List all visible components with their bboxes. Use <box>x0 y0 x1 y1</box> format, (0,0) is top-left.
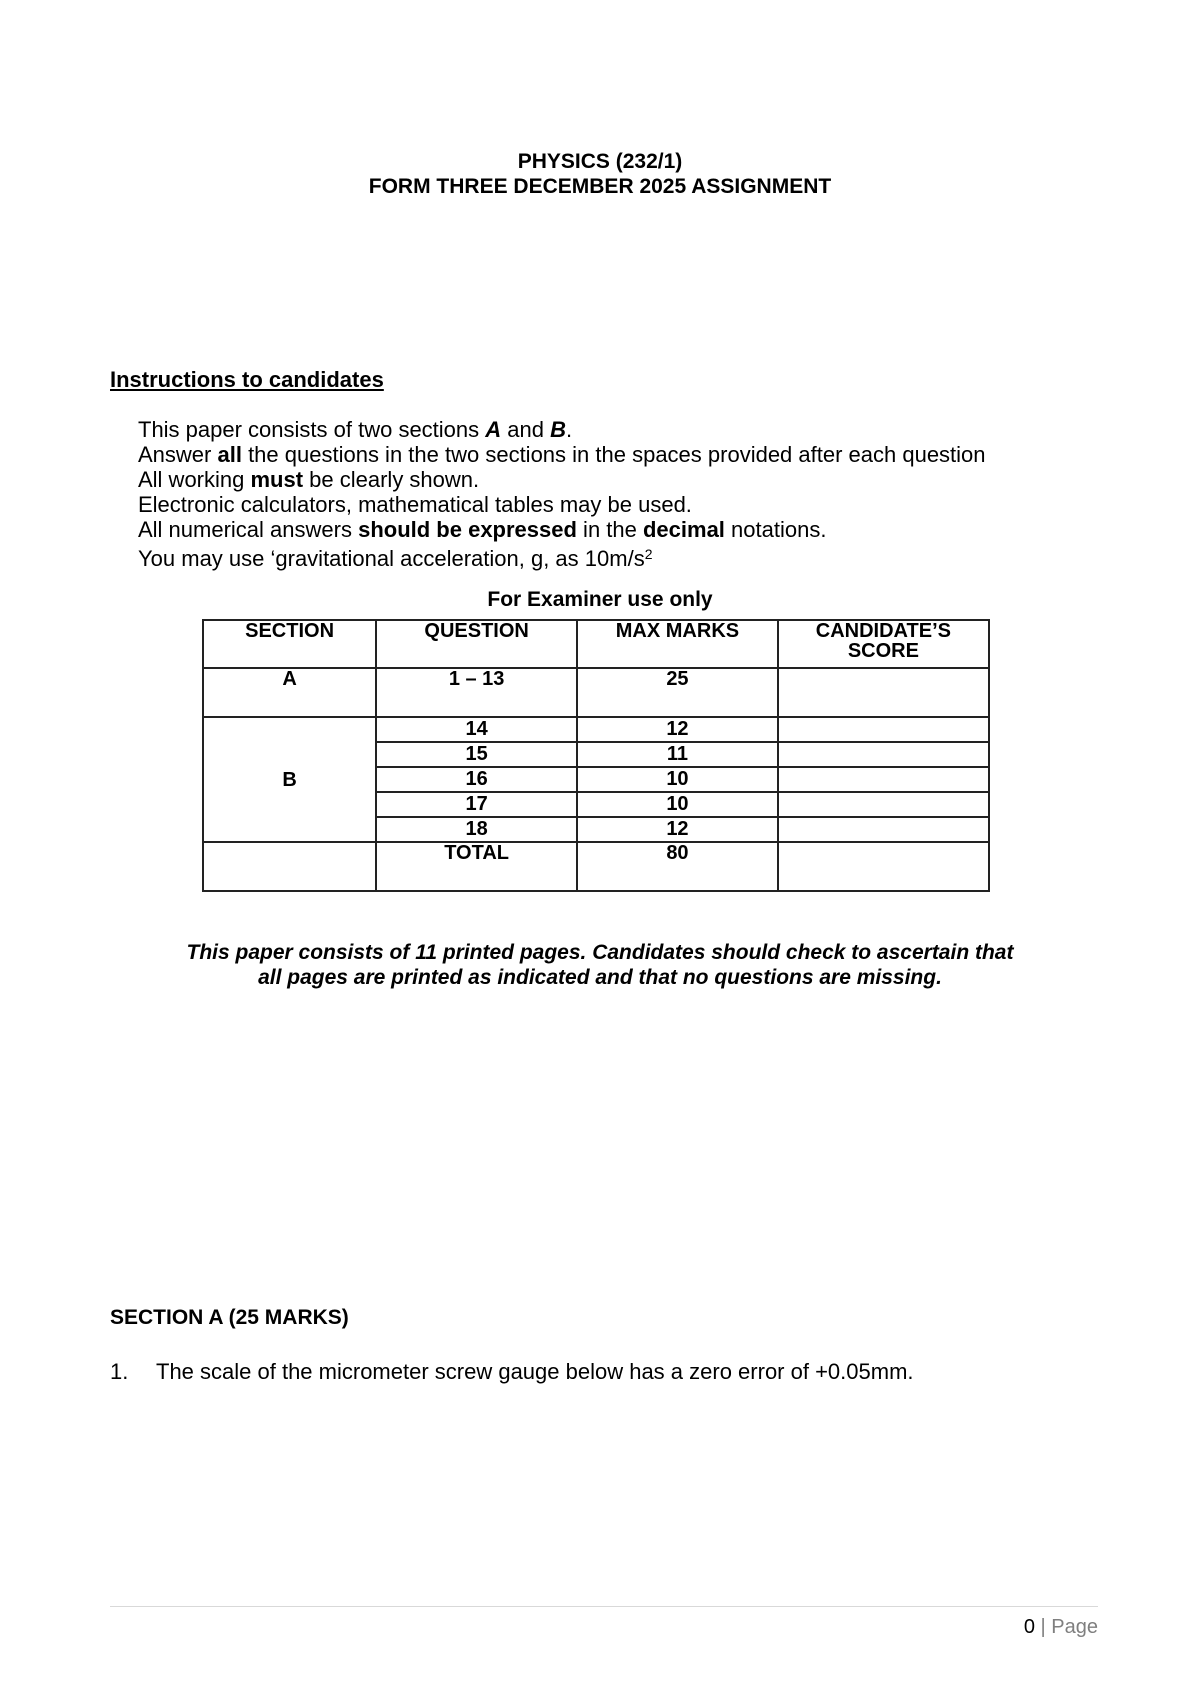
instruction-emphasis: should be expressed <box>358 517 577 542</box>
instruction-text: the questions in the two sections in the spaces provided after each question <box>241 442 986 467</box>
table-header-row <box>203 620 989 668</box>
score-cell <box>778 742 989 767</box>
pages-notice-line-1: This paper consists of 11 printed pages. Candidates should check to ascertain that <box>186 941 1014 964</box>
pages-notice-line-2: all pages are printed as indicated and that no questions are missing. <box>258 966 942 989</box>
superscript: 2 <box>644 546 653 562</box>
score-cell <box>778 767 989 792</box>
instruction-text: in the <box>576 517 643 542</box>
total-label: TOTAL <box>376 842 577 891</box>
section-cell: A <box>203 668 376 717</box>
section-cell: B <box>203 717 376 842</box>
score-cell <box>778 717 989 742</box>
instruction-text: Answer <box>138 442 218 467</box>
question-cell: 15 <box>376 742 577 767</box>
instruction-text: and <box>501 417 551 442</box>
max-marks-cell: 10 <box>577 792 778 817</box>
instruction-text: You may use ‘gravitational acceleration, g, as 10m/s <box>138 546 645 571</box>
table-total-row <box>203 842 989 891</box>
question-1 <box>110 1359 914 1385</box>
instruction-line-6 <box>138 542 652 571</box>
question-cell: 1 – 13 <box>376 668 577 717</box>
section-b-ref: B <box>550 417 566 442</box>
section-a-ref: A <box>485 417 502 442</box>
header-question: QUESTION <box>376 620 577 668</box>
header-max-marks: MAX MARKS <box>577 620 778 668</box>
instruction-line-5 <box>138 517 826 542</box>
question-cell: 17 <box>376 792 577 817</box>
footer-divider <box>110 1606 1098 1607</box>
score-cell <box>778 842 989 891</box>
section-cell <box>203 842 376 891</box>
header-candidate-score: CANDIDATE’S SCORE <box>778 620 989 668</box>
section-a-heading: SECTION A (25 MARKS) <box>110 1306 349 1329</box>
question-cell: 18 <box>376 817 577 842</box>
instruction-emphasis: decimal <box>642 517 725 542</box>
header-section: SECTION <box>203 620 376 668</box>
max-marks-cell: 10 <box>577 767 778 792</box>
table-row <box>203 668 989 717</box>
examiner-table-caption: For Examiner use only <box>487 588 713 611</box>
footer-separator: | <box>1040 1616 1046 1638</box>
score-cell <box>778 668 989 717</box>
paper-subject: PHYSICS (232/1) <box>517 150 683 173</box>
instruction-line-4: Electronic calculators, mathematical tables may be used. <box>138 492 692 517</box>
page-footer <box>1024 1616 1098 1639</box>
instruction-line-1 <box>138 417 572 442</box>
page-number: 0 <box>1023 1616 1035 1638</box>
instructions-heading: Instructions to candidates <box>110 367 384 392</box>
instruction-line-3 <box>138 467 479 492</box>
examiner-marks-table <box>202 619 990 892</box>
total-max-marks: 80 <box>577 842 778 891</box>
instruction-text: . <box>565 417 573 442</box>
question-text: The scale of the micrometer screw gauge below has a zero error of +0.05mm. <box>156 1359 914 1384</box>
paper-assignment-title: FORM THREE DECEMBER 2025 ASSIGNMENT <box>368 175 832 198</box>
instruction-line-2 <box>138 442 986 467</box>
instruction-text: This paper consists of two sections <box>138 417 486 442</box>
instruction-text: All working <box>138 467 251 492</box>
question-number: 1. <box>110 1359 129 1384</box>
page-label: Page <box>1051 1616 1098 1638</box>
max-marks-cell: 25 <box>577 668 778 717</box>
instruction-text: be clearly shown. <box>303 467 480 492</box>
instruction-text: All numerical answers <box>138 517 359 542</box>
question-cell: 14 <box>376 717 577 742</box>
score-cell <box>778 792 989 817</box>
max-marks-cell: 11 <box>577 742 778 767</box>
max-marks-cell: 12 <box>577 717 778 742</box>
question-cell: 16 <box>376 767 577 792</box>
score-cell <box>778 817 989 842</box>
instruction-emphasis: must <box>250 467 304 492</box>
table-row <box>203 717 989 742</box>
instruction-text: notations. <box>724 517 827 542</box>
instruction-emphasis: all <box>217 442 242 467</box>
max-marks-cell: 12 <box>577 817 778 842</box>
